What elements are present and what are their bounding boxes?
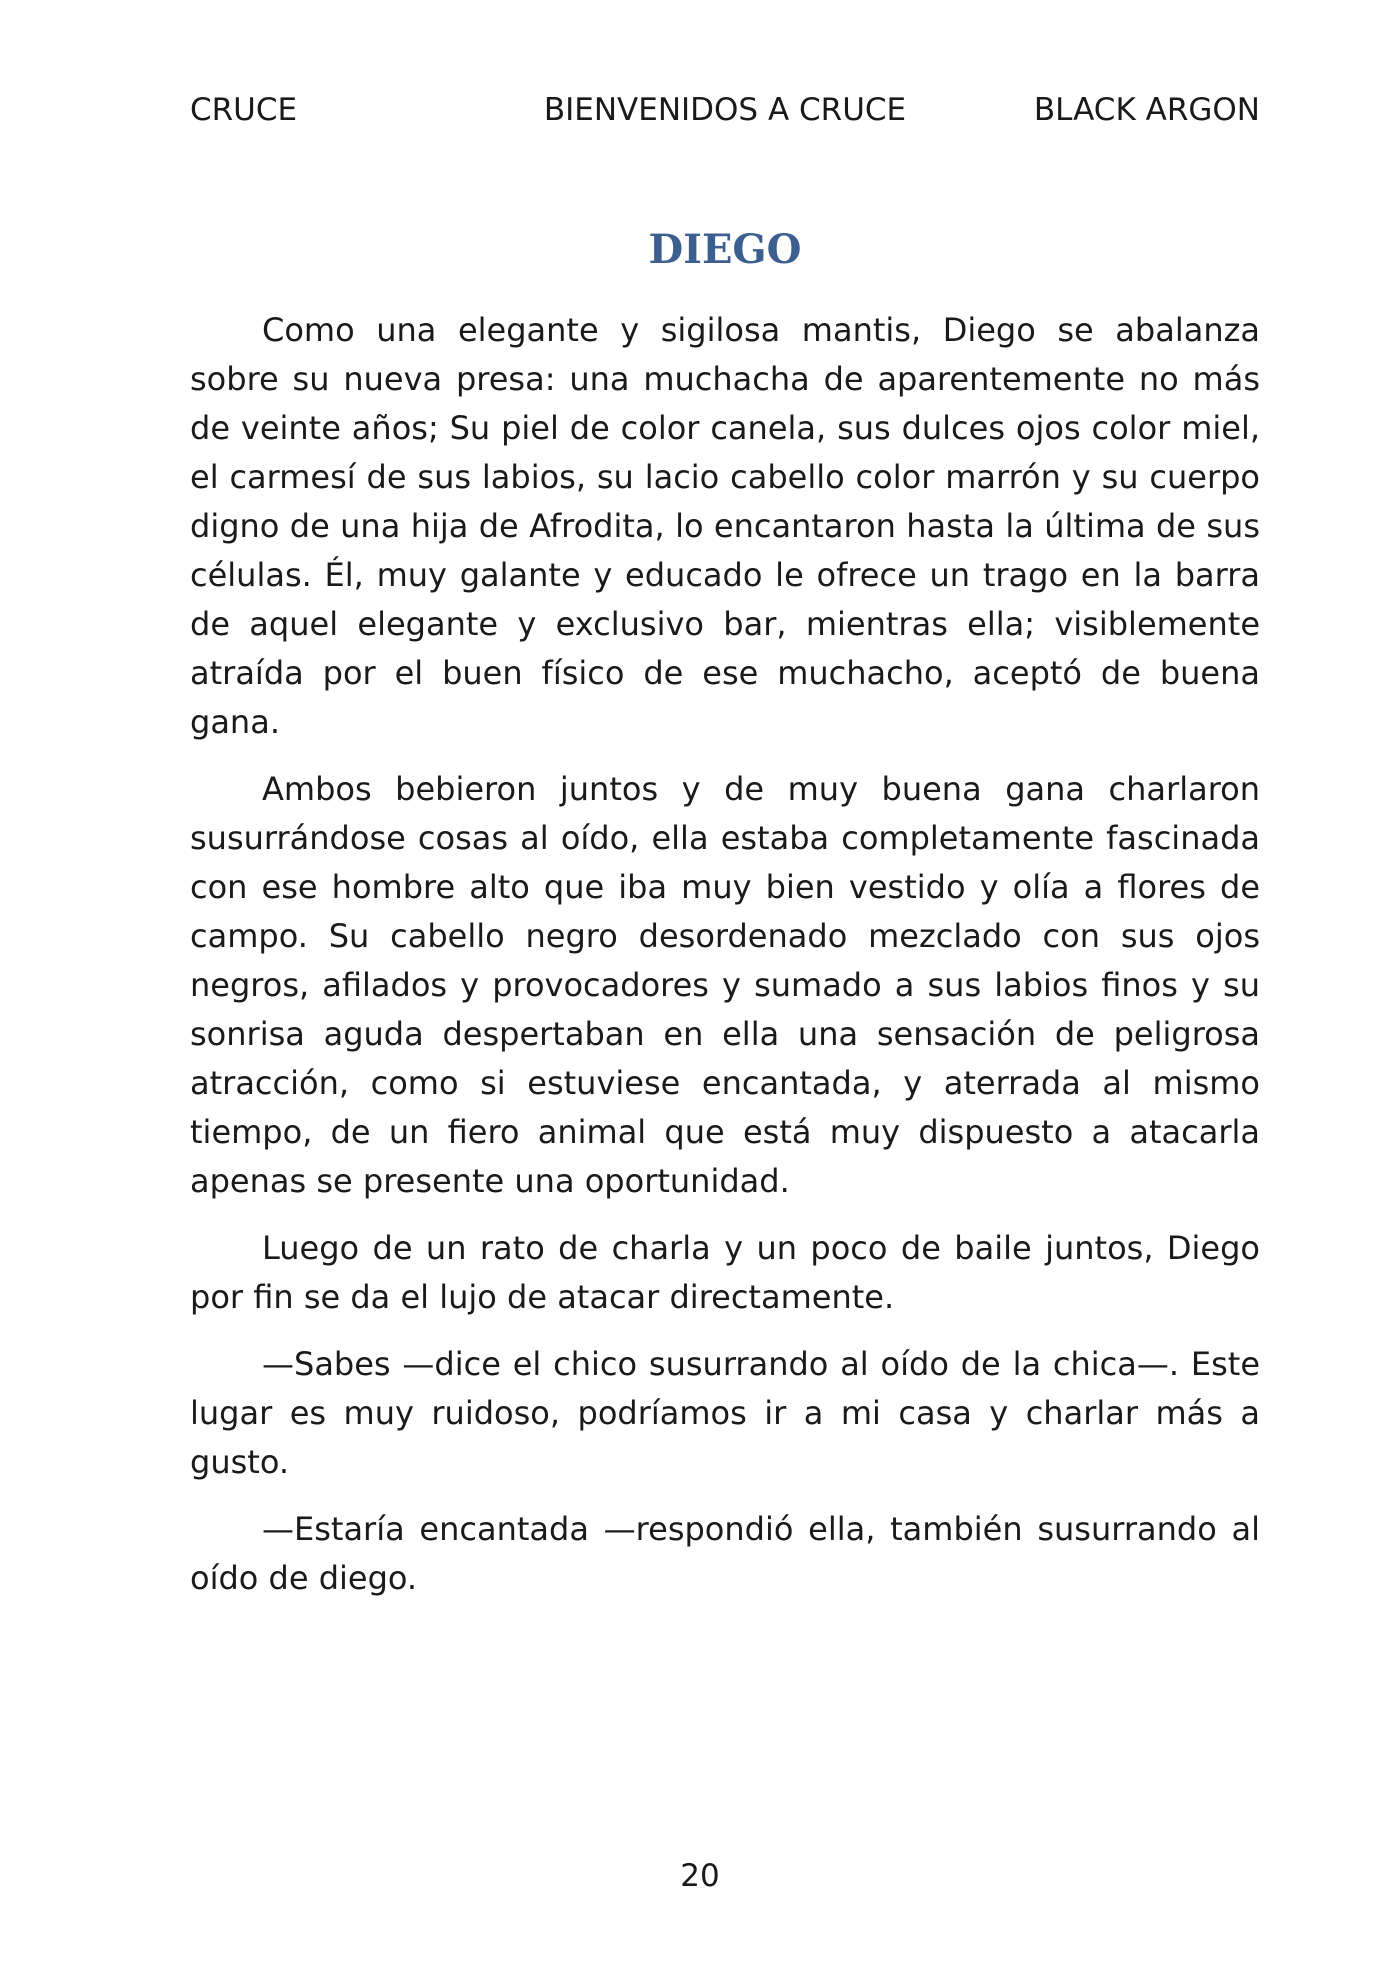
header-section-title: BIENVENIDOS A CRUCE bbox=[543, 92, 907, 128]
header-book-title: CRUCE bbox=[190, 92, 298, 128]
page-number: 20 bbox=[680, 1858, 720, 1894]
running-header bbox=[190, 88, 1260, 132]
paragraph: Como una elegante y sigilosa mantis, Diego se abalanza sobre su nueva presa: una muchacha de aparentemente no más de veinte años; Su piel de color canela, sus dulces ojos color miel, el carmesí de sus labios, su lacio cabello color marrón y su cuerpo digno de una hija de Afrodita, lo encantaron hasta la última de sus células. Él, muy galante y educado le ofrece un trago en la barra de aquel elegante y exclusivo bar, mientras ella; visiblemente atraída por el buen físico de ese muchacho, aceptó de buena gana. bbox=[190, 311, 1260, 741]
header-author: BLACK ARGON bbox=[1033, 92, 1260, 128]
paragraph: —Estaría encantada —respondió ella, también susurrando al oído de diego. bbox=[190, 1510, 1260, 1597]
paragraph: Luego de un rato de charla y un poco de baile juntos, Diego por fin se da el lujo de atacar directamente. bbox=[190, 1229, 1260, 1316]
paragraph: Ambos bebieron juntos y de muy buena gana charlaron susurrándose cosas al oído, ella estaba completamente fascinada con ese hombre alto que iba muy bien vestido y olía a flores de campo. Su cabello negro desordenado mezclado con sus ojos negros, afilados y provocadores y sumado a sus labios finos y su sonrisa aguda despertaban en ella una sensación de peligrosa atracción, como si estuviese encantada, y aterrada al mismo tiempo, de un fiero animal que está muy dispuesto a atacarla apenas se presente una oportunidad. bbox=[190, 770, 1260, 1200]
chapter-title: DIEGO bbox=[648, 226, 802, 273]
paragraph: —Sabes —dice el chico susurrando al oído de la chica—. Este lugar es muy ruidoso, podríamos ir a mi casa y charlar más a gusto. bbox=[190, 1345, 1260, 1481]
chapter-body bbox=[190, 306, 1260, 1621]
